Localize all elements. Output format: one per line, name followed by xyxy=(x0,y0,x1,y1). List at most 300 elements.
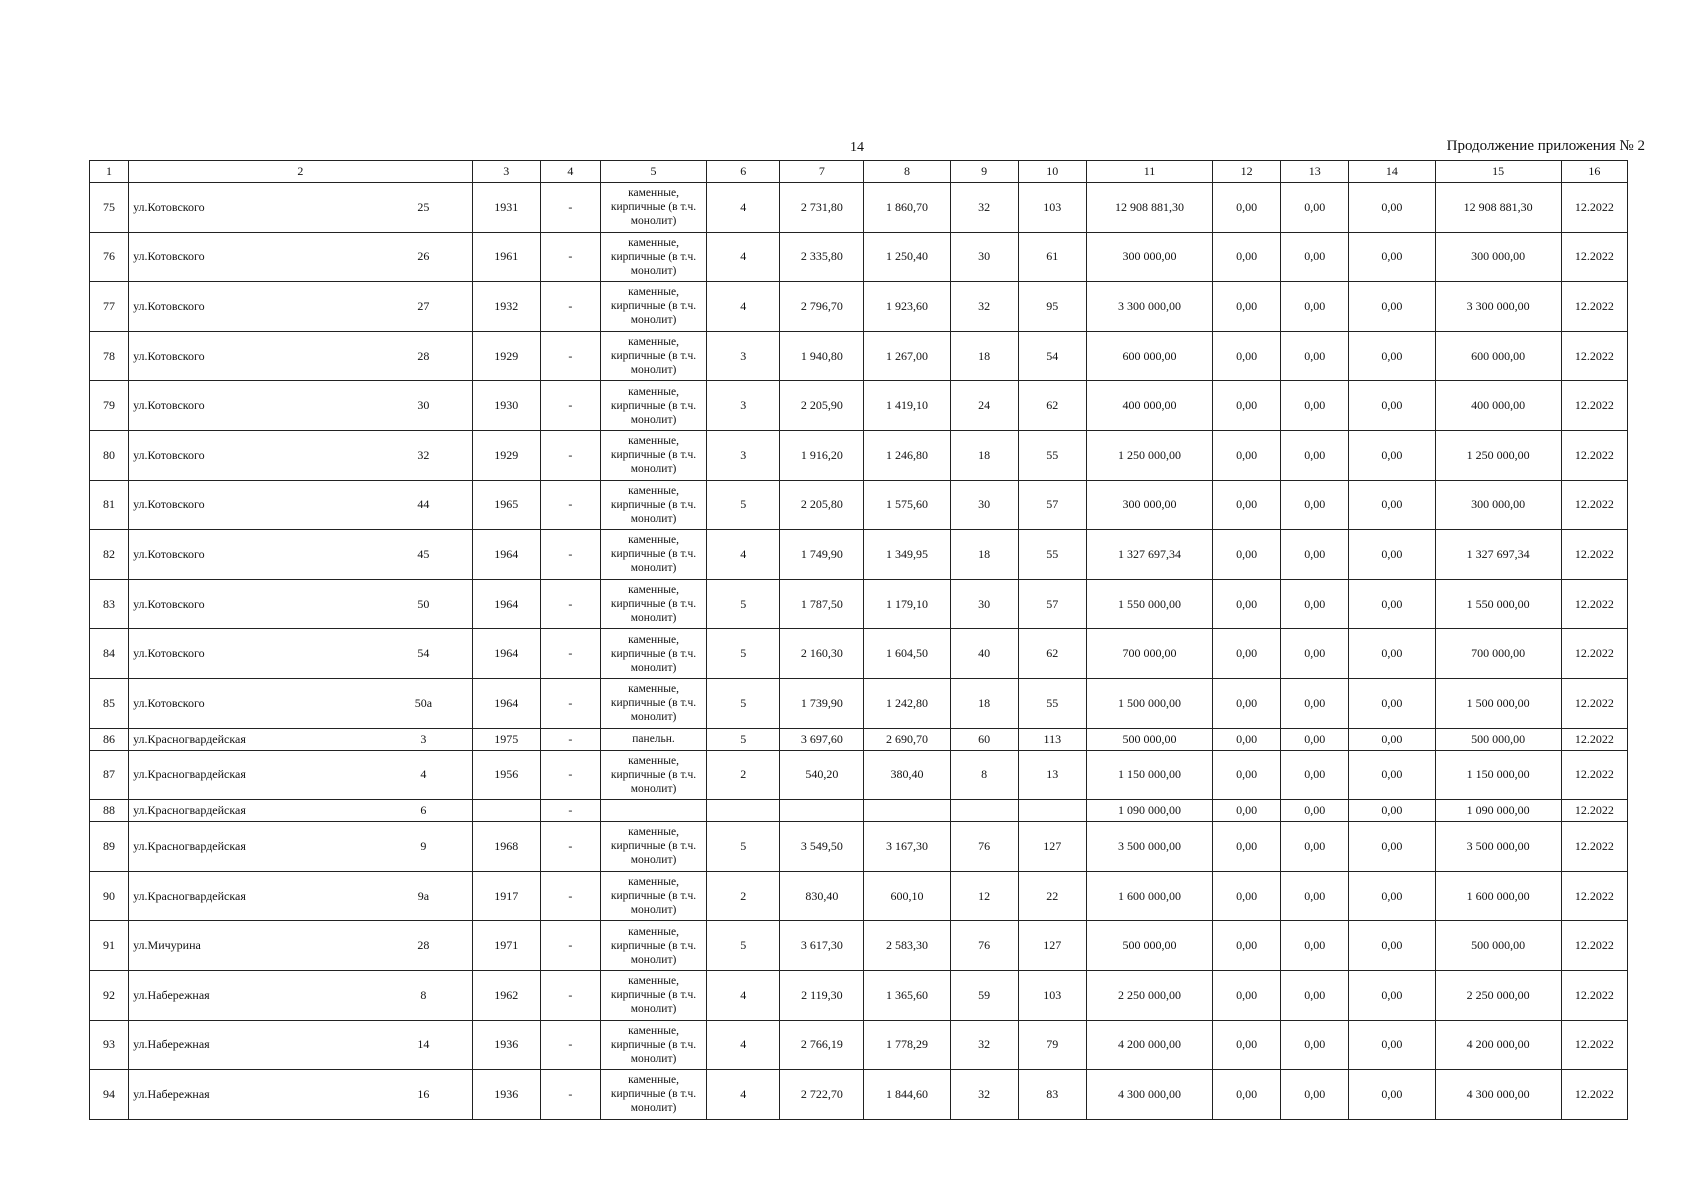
row-number-cell: 77 xyxy=(90,282,129,332)
floors-cell: 5 xyxy=(707,921,780,971)
living-area-cell: 1 575,60 xyxy=(864,480,950,530)
year-built-cell: 1964 xyxy=(472,579,540,629)
row-number-cell: 84 xyxy=(90,629,129,679)
col-13-cell: 0,00 xyxy=(1281,800,1349,822)
total-cost-cell: 600 000,00 xyxy=(1086,331,1212,381)
col-10-cell: 61 xyxy=(1018,232,1086,282)
street-name-cell: ул.Котовского xyxy=(129,480,375,530)
header-cell: 2 xyxy=(129,161,473,183)
page-number: 14 xyxy=(850,140,864,155)
col-9-cell: 32 xyxy=(950,282,1018,332)
col-12-cell: 0,00 xyxy=(1213,678,1281,728)
col-14-cell: 0,00 xyxy=(1349,530,1435,580)
col-10-cell: 127 xyxy=(1018,921,1086,971)
continuation-label: Продолжение приложения № 2 xyxy=(1446,138,1645,154)
table-row xyxy=(90,430,1628,480)
col-10-cell: 79 xyxy=(1018,1020,1086,1070)
year-built-cell: 1936 xyxy=(472,1020,540,1070)
col-12-cell: 0,00 xyxy=(1213,921,1281,971)
total-cost-cell: 1 500 000,00 xyxy=(1086,678,1212,728)
total-cost-cell: 4 300 000,00 xyxy=(1086,1070,1212,1120)
street-name-cell: ул.Мичурина xyxy=(129,921,375,971)
col-14-cell: 0,00 xyxy=(1349,970,1435,1020)
house-number-cell: 16 xyxy=(375,1070,472,1120)
col-13-cell: 0,00 xyxy=(1281,530,1349,580)
col-15-cell: 400 000,00 xyxy=(1435,381,1561,431)
house-number-cell: 32 xyxy=(375,430,472,480)
street-name-cell: ул.Красногвардейская xyxy=(129,750,375,800)
year-built-cell: 1962 xyxy=(472,970,540,1020)
year-built-cell xyxy=(472,800,540,822)
col-15-cell: 500 000,00 xyxy=(1435,728,1561,750)
col-10-cell: 57 xyxy=(1018,579,1086,629)
table-row xyxy=(90,331,1628,381)
wall-material-cell: каменные, кирпичные (в т.ч. монолит) xyxy=(600,331,706,381)
col-9-cell: 32 xyxy=(950,183,1018,233)
col-12-cell: 0,00 xyxy=(1213,800,1281,822)
col-9-cell: 18 xyxy=(950,331,1018,381)
col-13-cell: 0,00 xyxy=(1281,381,1349,431)
col-14-cell: 0,00 xyxy=(1349,282,1435,332)
street-name-cell: ул.Котовского xyxy=(129,678,375,728)
total-area-cell: 2 722,70 xyxy=(780,1070,864,1120)
col-10-cell: 54 xyxy=(1018,331,1086,381)
col-14-cell: 0,00 xyxy=(1349,430,1435,480)
floors-cell: 4 xyxy=(707,1070,780,1120)
deadline-cell: 12.2022 xyxy=(1561,579,1627,629)
table-row xyxy=(90,800,1628,822)
col-9-cell: 12 xyxy=(950,871,1018,921)
col-10-cell: 57 xyxy=(1018,480,1086,530)
col-4-cell: - xyxy=(540,1020,600,1070)
col-4-cell: - xyxy=(540,871,600,921)
col-15-cell: 4 200 000,00 xyxy=(1435,1020,1561,1070)
living-area-cell: 380,40 xyxy=(864,750,950,800)
table-row xyxy=(90,530,1628,580)
deadline-cell: 12.2022 xyxy=(1561,530,1627,580)
wall-material-cell: каменные, кирпичные (в т.ч. монолит) xyxy=(600,480,706,530)
wall-material-cell: каменные, кирпичные (в т.ч. монолит) xyxy=(600,282,706,332)
year-built-cell: 1964 xyxy=(472,530,540,580)
col-10-cell: 13 xyxy=(1018,750,1086,800)
col-14-cell: 0,00 xyxy=(1349,480,1435,530)
year-built-cell: 1964 xyxy=(472,678,540,728)
total-area-cell xyxy=(780,800,864,822)
col-12-cell: 0,00 xyxy=(1213,381,1281,431)
street-name-cell: ул.Котовского xyxy=(129,232,375,282)
total-cost-cell: 300 000,00 xyxy=(1086,480,1212,530)
deadline-cell: 12.2022 xyxy=(1561,1020,1627,1070)
total-cost-cell: 3 300 000,00 xyxy=(1086,282,1212,332)
deadline-cell: 12.2022 xyxy=(1561,822,1627,872)
col-15-cell: 300 000,00 xyxy=(1435,480,1561,530)
deadline-cell: 12.2022 xyxy=(1561,183,1627,233)
col-10-cell: 127 xyxy=(1018,822,1086,872)
table-row xyxy=(90,970,1628,1020)
col-10-cell: 62 xyxy=(1018,629,1086,679)
total-area-cell: 1 787,50 xyxy=(780,579,864,629)
floors-cell: 4 xyxy=(707,183,780,233)
year-built-cell: 1936 xyxy=(472,1070,540,1120)
wall-material-cell: панельн. xyxy=(600,728,706,750)
table-row xyxy=(90,822,1628,872)
header-cell: 3 xyxy=(472,161,540,183)
street-name-cell: ул.Котовского xyxy=(129,381,375,431)
living-area-cell: 3 167,30 xyxy=(864,822,950,872)
row-number-cell: 75 xyxy=(90,183,129,233)
col-14-cell: 0,00 xyxy=(1349,728,1435,750)
year-built-cell: 1968 xyxy=(472,822,540,872)
col-15-cell: 1 327 697,34 xyxy=(1435,530,1561,580)
col-4-cell: - xyxy=(540,579,600,629)
col-13-cell: 0,00 xyxy=(1281,921,1349,971)
floors-cell: 4 xyxy=(707,970,780,1020)
house-number-cell: 9а xyxy=(375,871,472,921)
year-built-cell: 1931 xyxy=(472,183,540,233)
street-name-cell: ул.Котовского xyxy=(129,430,375,480)
row-number-cell: 92 xyxy=(90,970,129,1020)
col-14-cell: 0,00 xyxy=(1349,579,1435,629)
house-number-cell: 14 xyxy=(375,1020,472,1070)
table-row xyxy=(90,921,1628,971)
col-15-cell: 300 000,00 xyxy=(1435,232,1561,282)
house-number-cell: 25 xyxy=(375,183,472,233)
living-area-cell: 2 690,70 xyxy=(864,728,950,750)
total-cost-cell: 300 000,00 xyxy=(1086,232,1212,282)
header-cell: 10 xyxy=(1018,161,1086,183)
street-name-cell: ул.Котовского xyxy=(129,530,375,580)
col-13-cell: 0,00 xyxy=(1281,282,1349,332)
wall-material-cell: каменные, кирпичные (в т.ч. монолит) xyxy=(600,750,706,800)
row-number-cell: 82 xyxy=(90,530,129,580)
col-4-cell: - xyxy=(540,970,600,1020)
col-12-cell: 0,00 xyxy=(1213,1020,1281,1070)
wall-material-cell: каменные, кирпичные (в т.ч. монолит) xyxy=(600,629,706,679)
col-15-cell: 12 908 881,30 xyxy=(1435,183,1561,233)
col-13-cell: 0,00 xyxy=(1281,678,1349,728)
header-cell: 6 xyxy=(707,161,780,183)
street-name-cell: ул.Котовского xyxy=(129,282,375,332)
col-4-cell: - xyxy=(540,183,600,233)
col-14-cell: 0,00 xyxy=(1349,1070,1435,1120)
floors-cell: 2 xyxy=(707,750,780,800)
col-10-cell: 22 xyxy=(1018,871,1086,921)
table-row xyxy=(90,232,1628,282)
total-area-cell: 2 160,30 xyxy=(780,629,864,679)
deadline-cell: 12.2022 xyxy=(1561,381,1627,431)
floors-cell: 5 xyxy=(707,678,780,728)
col-12-cell: 0,00 xyxy=(1213,579,1281,629)
house-number-cell: 30 xyxy=(375,381,472,431)
col-4-cell: - xyxy=(540,822,600,872)
floors-cell: 3 xyxy=(707,331,780,381)
col-14-cell: 0,00 xyxy=(1349,1020,1435,1070)
row-number-cell: 86 xyxy=(90,728,129,750)
wall-material-cell: каменные, кирпичные (в т.ч. монолит) xyxy=(600,970,706,1020)
living-area-cell: 1 267,00 xyxy=(864,331,950,381)
col-4-cell: - xyxy=(540,430,600,480)
wall-material-cell: каменные, кирпичные (в т.ч. монолит) xyxy=(600,232,706,282)
col-14-cell: 0,00 xyxy=(1349,800,1435,822)
street-name-cell: ул.Набережная xyxy=(129,1070,375,1120)
floors-cell: 4 xyxy=(707,1020,780,1070)
year-built-cell: 1964 xyxy=(472,629,540,679)
house-number-cell: 45 xyxy=(375,530,472,580)
col-14-cell: 0,00 xyxy=(1349,381,1435,431)
total-cost-cell: 500 000,00 xyxy=(1086,728,1212,750)
col-13-cell: 0,00 xyxy=(1281,871,1349,921)
col-15-cell: 4 300 000,00 xyxy=(1435,1070,1561,1120)
deadline-cell: 12.2022 xyxy=(1561,921,1627,971)
col-9-cell: 30 xyxy=(950,480,1018,530)
street-name-cell: ул.Котовского xyxy=(129,331,375,381)
table-row xyxy=(90,381,1628,431)
col-10-cell: 55 xyxy=(1018,678,1086,728)
deadline-cell: 12.2022 xyxy=(1561,282,1627,332)
col-15-cell: 500 000,00 xyxy=(1435,921,1561,971)
wall-material-cell: каменные, кирпичные (в т.ч. монолит) xyxy=(600,530,706,580)
col-9-cell: 30 xyxy=(950,579,1018,629)
deadline-cell: 12.2022 xyxy=(1561,430,1627,480)
col-9-cell: 18 xyxy=(950,678,1018,728)
living-area-cell: 1 246,80 xyxy=(864,430,950,480)
street-name-cell: ул.Набережная xyxy=(129,970,375,1020)
col-10-cell: 55 xyxy=(1018,530,1086,580)
total-area-cell: 2 119,30 xyxy=(780,970,864,1020)
col-12-cell: 0,00 xyxy=(1213,728,1281,750)
col-9-cell: 59 xyxy=(950,970,1018,1020)
col-9-cell xyxy=(950,800,1018,822)
col-13-cell: 0,00 xyxy=(1281,822,1349,872)
col-15-cell: 600 000,00 xyxy=(1435,331,1561,381)
total-cost-cell: 4 200 000,00 xyxy=(1086,1020,1212,1070)
total-area-cell: 830,40 xyxy=(780,871,864,921)
total-area-cell: 2 731,80 xyxy=(780,183,864,233)
wall-material-cell: каменные, кирпичные (в т.ч. монолит) xyxy=(600,183,706,233)
house-number-cell: 9 xyxy=(375,822,472,872)
col-12-cell: 0,00 xyxy=(1213,1070,1281,1120)
floors-cell: 2 xyxy=(707,871,780,921)
col-10-cell: 55 xyxy=(1018,430,1086,480)
year-built-cell: 1956 xyxy=(472,750,540,800)
row-number-cell: 78 xyxy=(90,331,129,381)
table-row xyxy=(90,480,1628,530)
year-built-cell: 1965 xyxy=(472,480,540,530)
table-row xyxy=(90,871,1628,921)
col-15-cell: 1 150 000,00 xyxy=(1435,750,1561,800)
col-14-cell: 0,00 xyxy=(1349,331,1435,381)
house-number-cell: 44 xyxy=(375,480,472,530)
deadline-cell: 12.2022 xyxy=(1561,629,1627,679)
row-number-cell: 81 xyxy=(90,480,129,530)
total-cost-cell: 500 000,00 xyxy=(1086,921,1212,971)
header-row xyxy=(90,161,1628,183)
floors-cell: 4 xyxy=(707,530,780,580)
col-15-cell: 1 600 000,00 xyxy=(1435,871,1561,921)
col-13-cell: 0,00 xyxy=(1281,331,1349,381)
house-number-cell: 50 xyxy=(375,579,472,629)
col-13-cell: 0,00 xyxy=(1281,1020,1349,1070)
row-number-cell: 83 xyxy=(90,579,129,629)
total-area-cell: 2 205,80 xyxy=(780,480,864,530)
floors-cell: 5 xyxy=(707,822,780,872)
total-area-cell: 1 739,90 xyxy=(780,678,864,728)
col-14-cell: 0,00 xyxy=(1349,232,1435,282)
total-area-cell: 1 749,90 xyxy=(780,530,864,580)
total-cost-cell: 12 908 881,30 xyxy=(1086,183,1212,233)
deadline-cell: 12.2022 xyxy=(1561,1070,1627,1120)
col-4-cell: - xyxy=(540,728,600,750)
floors-cell: 5 xyxy=(707,629,780,679)
living-area-cell: 1 349,95 xyxy=(864,530,950,580)
total-cost-cell: 1 150 000,00 xyxy=(1086,750,1212,800)
deadline-cell: 12.2022 xyxy=(1561,800,1627,822)
house-number-cell: 54 xyxy=(375,629,472,679)
house-number-cell: 8 xyxy=(375,970,472,1020)
col-13-cell: 0,00 xyxy=(1281,579,1349,629)
total-area-cell: 2 335,80 xyxy=(780,232,864,282)
table-row xyxy=(90,579,1628,629)
total-area-cell: 3 617,30 xyxy=(780,921,864,971)
deadline-cell: 12.2022 xyxy=(1561,728,1627,750)
col-4-cell: - xyxy=(540,921,600,971)
col-4-cell: - xyxy=(540,282,600,332)
total-cost-cell: 400 000,00 xyxy=(1086,381,1212,431)
year-built-cell: 1975 xyxy=(472,728,540,750)
living-area-cell: 2 583,30 xyxy=(864,921,950,971)
col-9-cell: 24 xyxy=(950,381,1018,431)
header-cell: 8 xyxy=(864,161,950,183)
deadline-cell: 12.2022 xyxy=(1561,871,1627,921)
table-row xyxy=(90,1070,1628,1120)
house-number-cell: 50а xyxy=(375,678,472,728)
row-number-cell: 80 xyxy=(90,430,129,480)
row-number-cell: 93 xyxy=(90,1020,129,1070)
total-area-cell: 3 549,50 xyxy=(780,822,864,872)
table-row xyxy=(90,750,1628,800)
col-12-cell: 0,00 xyxy=(1213,871,1281,921)
col-4-cell: - xyxy=(540,678,600,728)
total-cost-cell: 1 600 000,00 xyxy=(1086,871,1212,921)
col-15-cell: 700 000,00 xyxy=(1435,629,1561,679)
living-area-cell: 1 419,10 xyxy=(864,381,950,431)
year-built-cell: 1932 xyxy=(472,282,540,332)
col-14-cell: 0,00 xyxy=(1349,750,1435,800)
col-10-cell xyxy=(1018,800,1086,822)
col-10-cell: 83 xyxy=(1018,1070,1086,1120)
living-area-cell: 1 923,60 xyxy=(864,282,950,332)
total-cost-cell: 1 250 000,00 xyxy=(1086,430,1212,480)
floors-cell: 4 xyxy=(707,232,780,282)
col-13-cell: 0,00 xyxy=(1281,728,1349,750)
header-cell: 13 xyxy=(1281,161,1349,183)
deadline-cell: 12.2022 xyxy=(1561,232,1627,282)
col-12-cell: 0,00 xyxy=(1213,232,1281,282)
street-name-cell: ул.Набережная xyxy=(129,1020,375,1070)
col-13-cell: 0,00 xyxy=(1281,1070,1349,1120)
col-13-cell: 0,00 xyxy=(1281,183,1349,233)
total-area-cell: 2 766,19 xyxy=(780,1020,864,1070)
col-12-cell: 0,00 xyxy=(1213,629,1281,679)
table-row xyxy=(90,629,1628,679)
deadline-cell: 12.2022 xyxy=(1561,970,1627,1020)
col-13-cell: 0,00 xyxy=(1281,430,1349,480)
col-15-cell: 1 090 000,00 xyxy=(1435,800,1561,822)
house-number-cell: 6 xyxy=(375,800,472,822)
header-cell: 9 xyxy=(950,161,1018,183)
row-number-cell: 87 xyxy=(90,750,129,800)
col-12-cell: 0,00 xyxy=(1213,970,1281,1020)
total-area-cell: 2 796,70 xyxy=(780,282,864,332)
col-12-cell: 0,00 xyxy=(1213,822,1281,872)
total-cost-cell: 1 327 697,34 xyxy=(1086,530,1212,580)
col-9-cell: 18 xyxy=(950,430,1018,480)
col-13-cell: 0,00 xyxy=(1281,750,1349,800)
year-built-cell: 1930 xyxy=(472,381,540,431)
col-9-cell: 40 xyxy=(950,629,1018,679)
row-number-cell: 90 xyxy=(90,871,129,921)
col-10-cell: 113 xyxy=(1018,728,1086,750)
total-cost-cell: 3 500 000,00 xyxy=(1086,822,1212,872)
floors-cell: 3 xyxy=(707,430,780,480)
col-14-cell: 0,00 xyxy=(1349,871,1435,921)
total-area-cell: 1 916,20 xyxy=(780,430,864,480)
col-14-cell: 0,00 xyxy=(1349,822,1435,872)
house-number-cell: 27 xyxy=(375,282,472,332)
total-cost-cell: 2 250 000,00 xyxy=(1086,970,1212,1020)
header-cell: 11 xyxy=(1086,161,1212,183)
year-built-cell: 1917 xyxy=(472,871,540,921)
house-number-cell: 3 xyxy=(375,728,472,750)
col-12-cell: 0,00 xyxy=(1213,530,1281,580)
row-number-cell: 91 xyxy=(90,921,129,971)
row-number-cell: 79 xyxy=(90,381,129,431)
wall-material-cell: каменные, кирпичные (в т.ч. монолит) xyxy=(600,579,706,629)
col-13-cell: 0,00 xyxy=(1281,480,1349,530)
house-number-cell: 28 xyxy=(375,921,472,971)
header-cell: 14 xyxy=(1349,161,1435,183)
col-12-cell: 0,00 xyxy=(1213,430,1281,480)
col-15-cell: 1 500 000,00 xyxy=(1435,678,1561,728)
total-cost-cell: 700 000,00 xyxy=(1086,629,1212,679)
col-4-cell: - xyxy=(540,331,600,381)
row-number-cell: 94 xyxy=(90,1070,129,1120)
floors-cell: 5 xyxy=(707,480,780,530)
street-name-cell: ул.Котовского xyxy=(129,629,375,679)
floors-cell: 3 xyxy=(707,381,780,431)
col-10-cell: 95 xyxy=(1018,282,1086,332)
col-15-cell: 3 500 000,00 xyxy=(1435,822,1561,872)
col-13-cell: 0,00 xyxy=(1281,970,1349,1020)
col-10-cell: 103 xyxy=(1018,183,1086,233)
floors-cell: 5 xyxy=(707,579,780,629)
col-9-cell: 30 xyxy=(950,232,1018,282)
header-cell: 5 xyxy=(600,161,706,183)
col-13-cell: 0,00 xyxy=(1281,232,1349,282)
col-4-cell: - xyxy=(540,1070,600,1120)
col-9-cell: 60 xyxy=(950,728,1018,750)
col-12-cell: 0,00 xyxy=(1213,750,1281,800)
col-9-cell: 76 xyxy=(950,921,1018,971)
col-9-cell: 32 xyxy=(950,1020,1018,1070)
living-area-cell: 1 365,60 xyxy=(864,970,950,1020)
floors-cell: 4 xyxy=(707,282,780,332)
living-area-cell: 1 179,10 xyxy=(864,579,950,629)
house-number-cell: 4 xyxy=(375,750,472,800)
col-10-cell: 103 xyxy=(1018,970,1086,1020)
col-4-cell: - xyxy=(540,800,600,822)
data-table xyxy=(89,160,1628,1120)
